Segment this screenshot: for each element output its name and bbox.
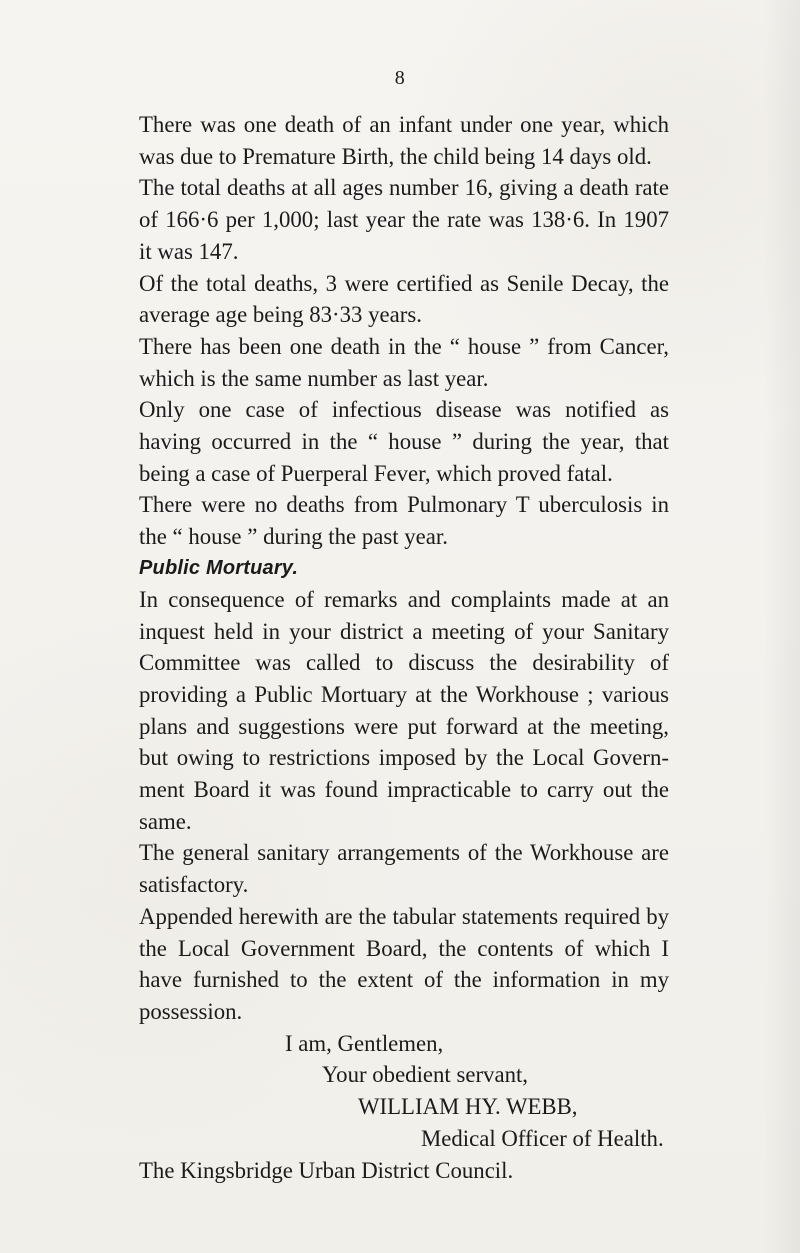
paragraph-senile-decay: Of the total deaths, 3 were certified as Senile Decay, the average age being 83·33 years. bbox=[139, 270, 669, 328]
section-heading-public-mortuary: Public Mortuary. bbox=[139, 556, 299, 579]
closing-line-greeting: I am, Gentlemen, bbox=[285, 1030, 444, 1056]
paragraph-total-deaths: The total deaths at all ages number 16, giving a death rate of 166·6 per 1,000; last year the rate was 138·6. In 1907 it was 147. bbox=[139, 175, 669, 264]
paragraph-mortuary-meeting: In consequence of remarks and complaints made at an inquest held in your district a meeting of your Sanitary Committee was called to discuss the desirability of providing a Public Mortuary at the Workhouse ; various plans and suggestions were put forward at the meeting, but owing to restrictions imposed by the Local Govern- ment Board it was found impracticable to carry out the same. bbox=[139, 586, 669, 834]
closing-line-servant: Your obedient servant, bbox=[322, 1062, 528, 1088]
paragraph-pulmonary-tuberculosis: There were no deaths from Pulmonary T uberculosis in the “ house ” during the past year. bbox=[139, 492, 669, 550]
paragraph-tabular-statements: Appended herewith are the tabular statements required by the Local Government Board, the contents of which I have furnished to the extent of the information in my possession. bbox=[139, 903, 669, 1024]
closing-line-title: Medical Officer of Health. bbox=[421, 1125, 664, 1151]
page-edge-shadow bbox=[764, 0, 800, 1253]
closing-line-name: WILLIAM HY. WEBB, bbox=[358, 1094, 578, 1120]
paragraph-infant-death: There was one death of an infant under one year, which was due to Premature Birth, the child being 14 days old. bbox=[139, 112, 669, 169]
document-content bbox=[139, 109, 669, 1186]
paragraph-sanitary-arrangements: The general sanitary arrangements of the Workhouse are satisfactory. bbox=[139, 840, 669, 898]
closing-footer-council: The Kingsbridge Urban District Council. bbox=[139, 1157, 514, 1183]
paragraph-cancer-death: There has been one death in the “ house ” from Cancer, which is the same number as last year. bbox=[139, 333, 669, 391]
page-number: 8 bbox=[394, 67, 406, 89]
paragraph-infectious-disease: Only one case of infectious disease was notified as having occurred in the “ house ” during the year, that being a case of Puerperal Fever, which proved fatal. bbox=[139, 397, 669, 486]
